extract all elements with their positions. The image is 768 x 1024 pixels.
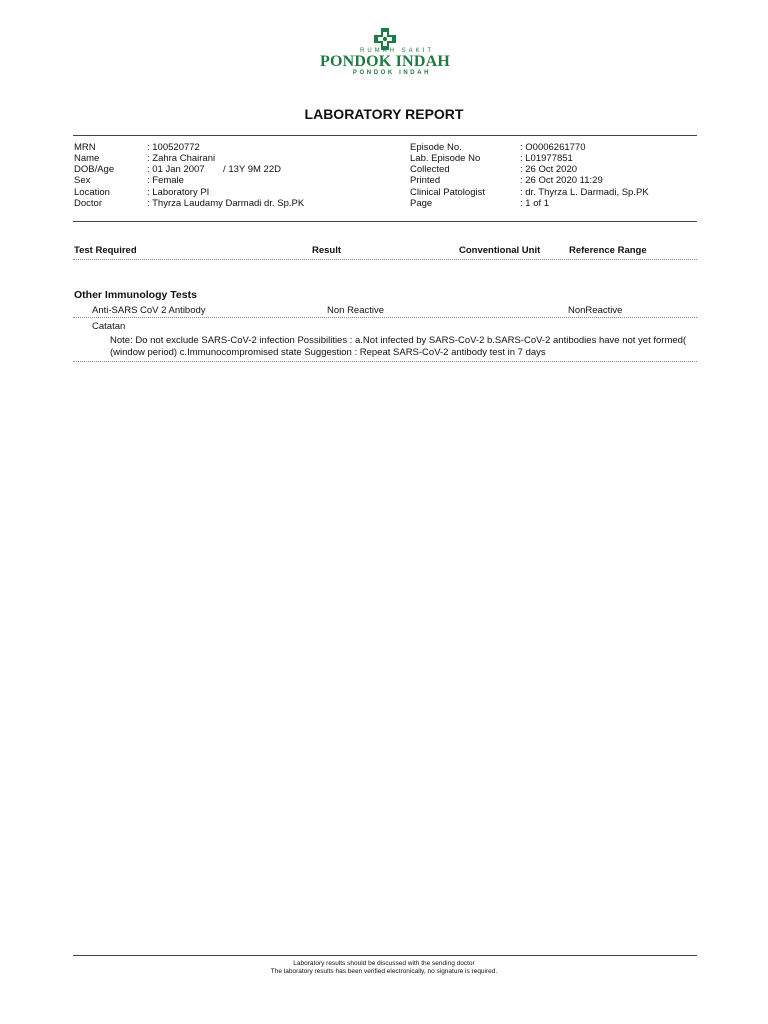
page-value: : 1 of 1 xyxy=(520,198,550,209)
sex-label: Sex xyxy=(74,175,91,186)
header-test-required: Test Required xyxy=(74,245,137,256)
hospital-cross-icon xyxy=(374,28,396,50)
test-reference-range: NonReactive xyxy=(568,305,623,316)
mrn-value: : 100520772 xyxy=(147,142,200,153)
test-result: Non Reactive xyxy=(327,305,385,316)
logo-top-text: RUMAH SAKIT xyxy=(359,48,434,54)
dob-label: DOB/Age xyxy=(74,164,115,175)
header-result: Result xyxy=(312,245,342,256)
test-name: Anti-SARS CoV 2 Antibody xyxy=(92,305,206,316)
logo-main-text: PONDOK INDAH xyxy=(320,53,450,70)
doctor-label: Doctor xyxy=(74,198,102,209)
patologist-label: Clinical Patologist xyxy=(410,187,485,198)
episode-info xyxy=(410,142,700,212)
doctor-value: : Thyrza Laudamy Darmadi dr. Sp.PK xyxy=(147,198,305,209)
patient-info xyxy=(74,142,394,212)
logo-sub-text: PONDOK INDAH xyxy=(352,70,432,76)
footer-divider xyxy=(73,955,697,956)
collected-label: Collected xyxy=(410,164,450,175)
footer-line-1: Laboratory results should be discussed with the sending doctor xyxy=(293,960,475,967)
episode-no-value: : O0006261770 xyxy=(520,142,586,153)
report-title: LABORATORY REPORT xyxy=(304,106,464,122)
name-label: Name xyxy=(74,153,100,164)
table-header-divider xyxy=(73,259,697,260)
location-label: Location xyxy=(74,187,110,198)
header-reference-range: Reference Range xyxy=(569,245,647,256)
header-conventional-unit: Conventional Unit xyxy=(459,245,541,256)
footer-line-2: The laboratory results has been verified electronically, no signature is required. xyxy=(270,968,498,975)
row-divider xyxy=(73,317,697,318)
lab-episode-value: : L01977851 xyxy=(520,153,573,164)
hospital-logo xyxy=(300,28,470,76)
printed-label: Printed xyxy=(410,175,441,186)
patologist-value: : dr. Thyrza L. Darmadi, Sp.PK xyxy=(520,187,649,198)
page-label: Page xyxy=(410,198,433,209)
info-divider xyxy=(73,221,697,222)
section-title: Other Immunology Tests xyxy=(74,289,197,301)
episode-no-label: Episode No. xyxy=(410,142,462,153)
catatan-label: Catatan xyxy=(92,321,126,332)
note-divider xyxy=(73,361,697,362)
dob-value: : 01 Jan 2007 / 13Y 9M 22D xyxy=(147,164,281,175)
name-value: : Zahra Chairani xyxy=(147,153,216,164)
sex-value: : Female xyxy=(147,175,184,186)
printed-value: : 26 Oct 2020 11:29 xyxy=(520,175,603,186)
lab-episode-label: Lab. Episode No xyxy=(410,153,481,164)
note-text: Note: Do not exclude SARS-CoV-2 infection Possibilities : a.Not infected by SARS-CoV-2 b.SARS-CoV-2 antibodies have not yet formed( (window period) c.Immunocompromised state Suggestion : Repeat SARS-CoV-2 antibody test in 7 days xyxy=(110,335,687,358)
collected-value: : 26 Oct 2020 xyxy=(520,164,578,175)
mrn-label: MRN xyxy=(74,142,96,153)
header-divider xyxy=(73,135,697,136)
location-value: : Laboratory PI xyxy=(147,187,210,198)
